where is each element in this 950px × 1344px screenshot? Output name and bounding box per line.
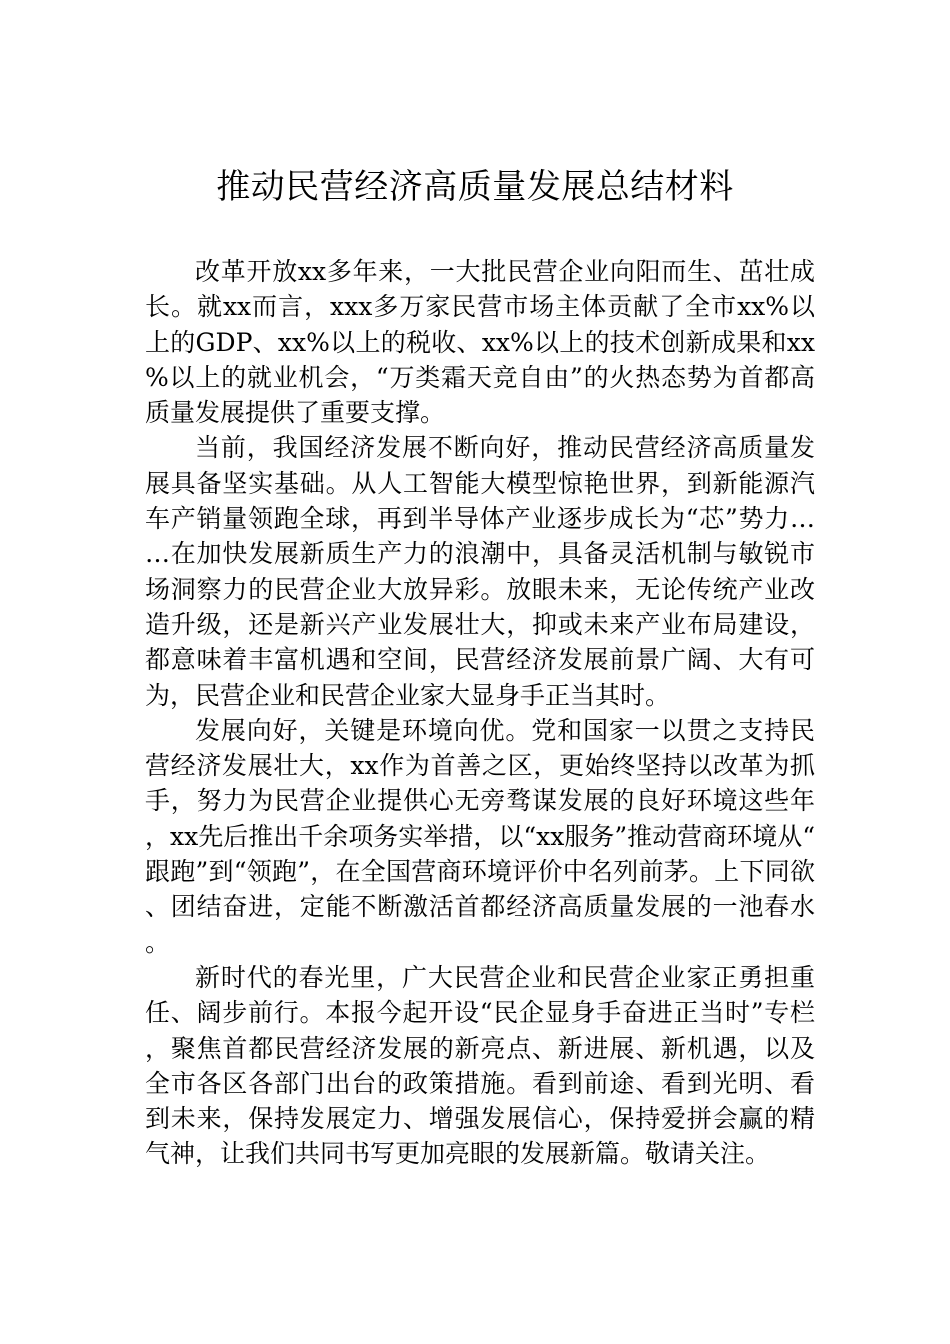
paragraph-2: 当前，我国经济发展不断向好，推动民营经济高质量发展具备坚实基础。从人工智能大模型惊艳世界，到新能源汽车产销量领跑全球，再到半导体产业逐步成长为“芯”势力……在加快发展新质生产力的浪潮中，具备灵活机制与敏锐市场洞察力的民营企业大放异彩。放眼未来，无论传统产业改造升级，还是新兴产业发展壮大，抑或未来产业布局建设，都意味着丰富机遇和空间，民营经济发展前景广阔、大有可为，民营企业和民营企业家大显身手正当其时。 (145, 433, 815, 710)
paragraph-4: 新时代的春光里，广大民营企业和民营企业家正勇担重任、阔步前行。本报今起开设“民企显身手奋进正当时”专栏，聚焦首都民营经济发展的新亮点、新进展、新机遇，以及全市各区各部门出台的政策措施。看到前途、看到光明、看到未来，保持发展定力、增强发展信心，保持爱拼会赢的精气神，让我们共同书写更加亮眼的发展新篇。敬请关注。 (145, 962, 815, 1169)
paragraph-1: 改革开放xx多年来，一大批民营企业向阳而生、茁壮成长。就xx而言，xxx多万家民营市场主体贡献了全市xx%以上的GDP、xx%以上的税收、xx%以上的技术创新成果和xx%以上的就业机会，“万类霜天竞自由”的火热态势为首都高质量发展提供了重要支撑。 (145, 257, 815, 428)
document-body (145, 254, 815, 1172)
document-title: 推动民营经济高质量发展总结材料 (216, 167, 734, 207)
paragraph-3: 发展向好，关键是环境向优。党和国家一以贯之支持民营经济发展壮大，xx作为首善之区，更始终坚持以改革为抓手，努力为民营企业提供心无旁骛谋发展的良好环境这些年，xx先后推出千余项务实举措，以“xx服务”推动营商环境从“跟跑”到“领跑”，在全国营商环境评价中名列前茅。上下同欲、团结奋进，定能不断激活首都经济高质量发展的一池春水。 (145, 715, 815, 957)
